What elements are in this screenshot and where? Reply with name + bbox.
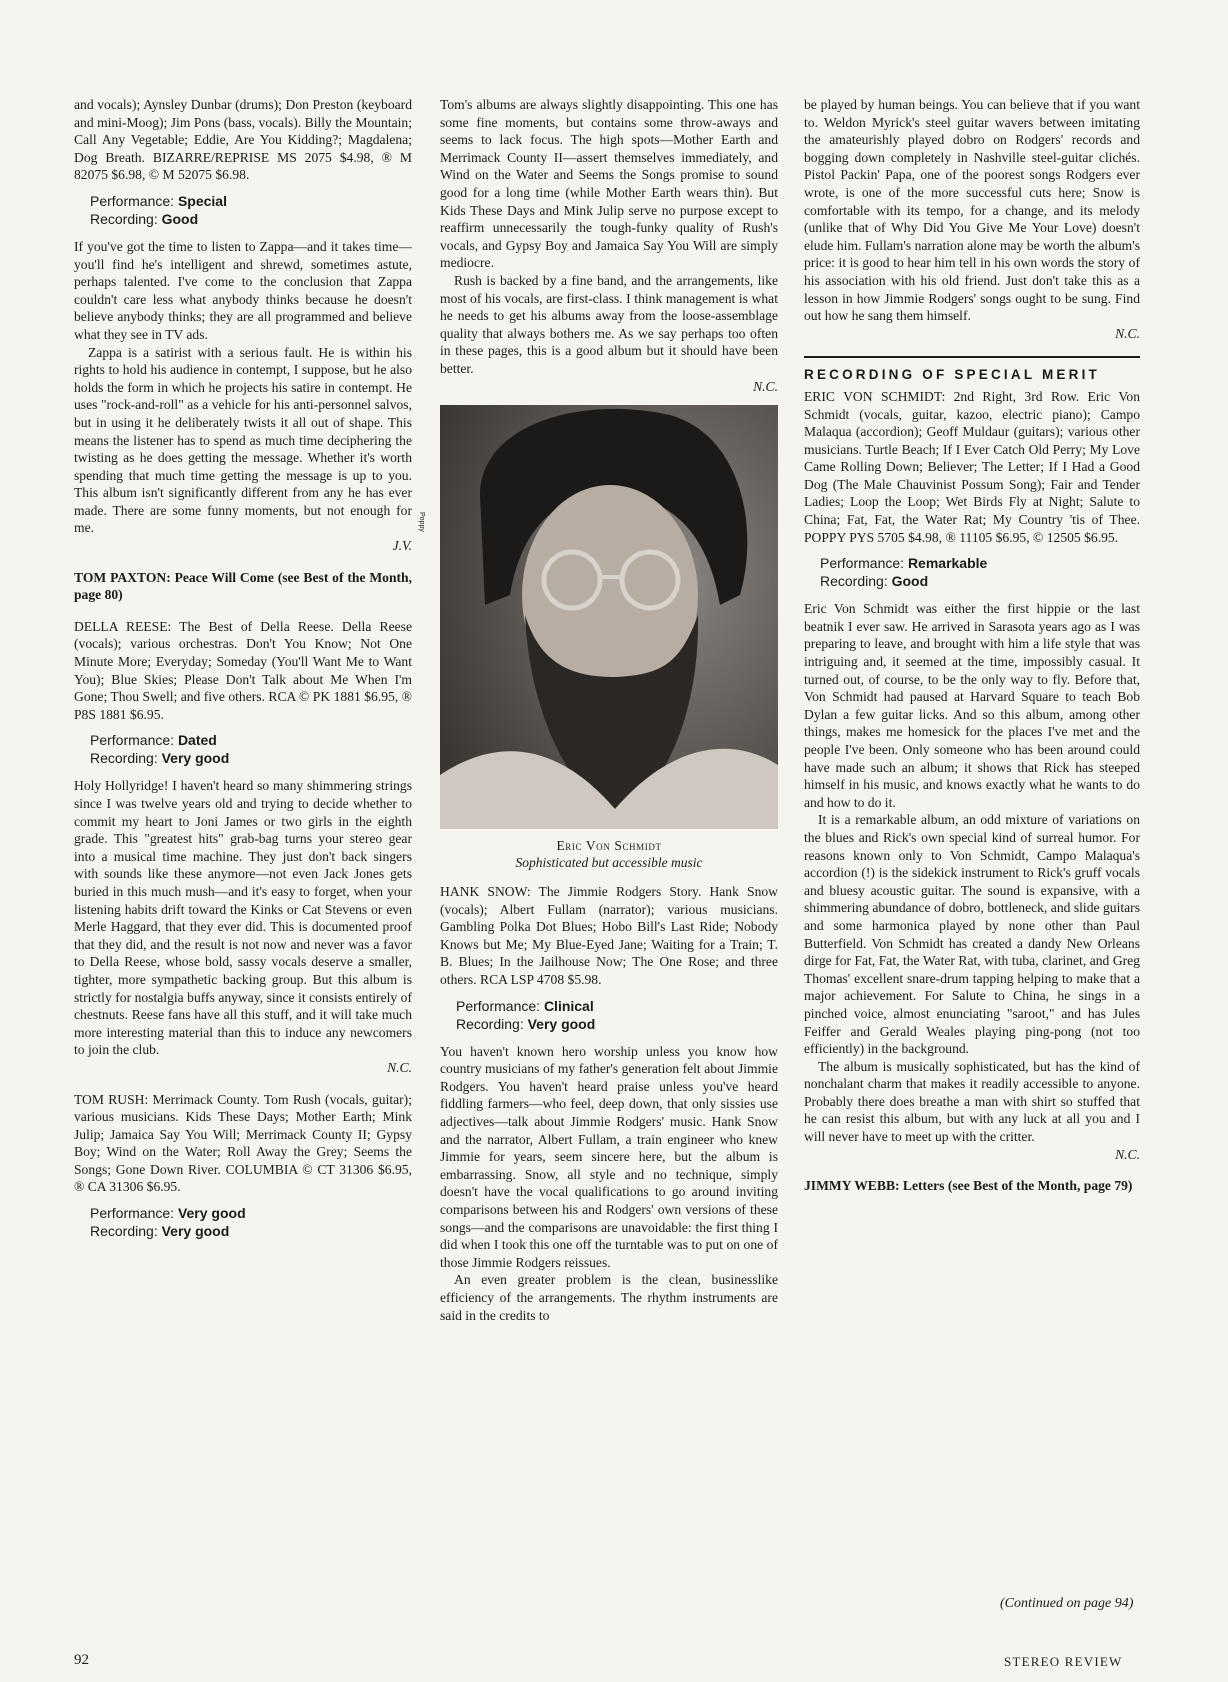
snow-review-p2: An even greater problem is the clean, businesslike efficiency of the arrangements. The rhythm instruments are said in the credits to — [440, 1272, 778, 1323]
reese-review-p1: Holy Hollyridge! I haven't heard so many shimmering strings since I was twelve years old and trying to decide whether to commit my heart to Joni James or two girls in the eighth grade. This "greatest hits" grab-bag turns your stereo gear into a musical time machine. They just don't back singers with sounds like these anymore—not even Jack Jones gets buried in this much mush—and it's easy to forget, when your listening habits drift toward the Kinks or Cat Stevens or even Merle Haggard, that they ever did. This is documented proof that they did, and the result is not now and never was a favor to Della Reese, whose bold, sassy vocals deserve a smaller, tighter, more sympathetic backing group. But this album is strictly for nostalgia buffs anyway, since it consists entirely of chestnuts. Reese fans have all this stuff, and it will take much more interesting material than this to induce any newcomers to join the club. — [74, 778, 412, 1058]
performance-value: Remarkable — [907, 555, 988, 572]
snow-credits: HANK SNOW: The Jimmie Rodgers Story. Hank Snow (vocals); Albert Fullam (narrator); various musicians. Gambling Polka Dot Blues; Hobo Bill's Last Ride; Nobody Knows but Me; My Blue-Eyed Jane; Waiting for a Train; T. B. Blues; In the Jailhouse Now; The One Rose; and three others. RCA LSP 4708 $5.98. — [440, 884, 778, 988]
column-3 — [804, 96, 1140, 1195]
artist-photo — [440, 405, 778, 829]
von-schmidt-credits: ERIC VON SCHMIDT: 2nd Right, 3rd Row. Eric Von Schmidt (vocals, guitar, kazoo, electric piano); Campo Malaqua (accordion); Geoff Muldaur (guitars); various other musicians. Turtle Beach; If I Ever Catch Old Perry; My Love Came Rolling Down; Believer; The Letter; If I Had a Good Dog (The Male Chauvinist Possum Song); Fair and Tender Ladies; Loop the Loop; Wet Birds Fly at Night; Salute to China; Fat, Fat, the Water Rat; My Country 'tis of Thee. POPPY PYS 5705 $4.98, ® 11105 $6.95, © 12505 $6.95. — [804, 388, 1140, 545]
photo-credit: Poppy — [418, 512, 425, 532]
rush-rating — [90, 1204, 412, 1240]
reviewer-initials: N.C. — [387, 1059, 412, 1075]
performance-value: Dated — [177, 732, 217, 749]
von-schmidt-review-p3: The album is musically sophisticated, but has the kind of nonchalant charm that makes it readily accessible to anyone. Probably there does breathe a man with shirt so stuffed that he can resist this album, but with any luck at all you and I will never have to meet up with the critter. — [804, 1058, 1140, 1145]
photo-caption — [440, 837, 778, 871]
performance-value: Clinical — [543, 997, 594, 1014]
page-number: 92 — [74, 1652, 89, 1668]
continued-note: (Continued on page 94) — [1000, 1596, 1134, 1611]
reviewer-initials: N.C. — [1115, 325, 1140, 341]
caption-subtitle: Sophisticated but accessible music — [515, 855, 703, 871]
von-schmidt-rating — [820, 554, 1140, 590]
column-2 — [440, 96, 778, 1324]
recording-value: Good — [891, 573, 929, 590]
performance-label: Performance: — [820, 555, 905, 572]
snow-review-p3: be played by human beings. You can believe that if you want to. Weldon Myrick's steel guitar wavers between imitating the amateurishly played dobro on Rodgers' records and bogging down completely in Nashville steel-guitar clichés. Pistol Packin' Papa, one of the poorest songs Rodgers ever wrote, is one of the more successful cuts here; Snow is comfortable with its tempo, for a change, and its melody (unlike that of Why Did You Give Me Your Love) doesn't elude him. Fullam's narration alone may be worth the album's price: it is good to hear him tell in his own words the story of his association with his old friend. Just don't take this as a lesson in how Jimmie Rodgers' songs ought to be sung. Find out how he sang them himself. — [804, 97, 1140, 324]
performance-label: Performance: — [90, 732, 175, 749]
zappa-credits: and vocals); Aynsley Dunbar (drums); Don Preston (keyboard and mini-Moog); Jim Pons (bass, vocals). Billy the Mountain; Call Any Vegetable; Eddie, Are You Kidding?; Magdalena; Dog Breath. BIZARRE/REPRISE MS 2075 $4.98, ® M 82075 $6.98, © M 52075 $6.98. — [74, 97, 412, 183]
performance-value: Special — [177, 192, 227, 209]
performance-label: Performance: — [90, 192, 175, 209]
snow-rating — [456, 997, 778, 1033]
caption-name: Eric Von Schmidt — [556, 838, 662, 854]
von-schmidt-review-p2: It is a remarkable album, an odd mixture of variations on the blues and Rick's own special kind of surreal humor. For reasons known only to Von Schmidt, Campo Malaqua's accordion (!) is the sidekick instrument to Rick's gruff vocals and bluesy acoustic guitar. The sound is expansive, with a shimmering abundance of dobro, bottleneck, and slide guitars and some harmonica played by none other than Paul Butterfield. Von Schmidt has created a dandy New Orleans dirge for Fat, Fat, the Water Rat, with tuba, clarinet, and Greg Thomas' excellent snare-drum tapping helping to make that a major achievement. For Salute to China, he sings in a pinched voice, almost enunciating "saroot," and has Jules Feiffer and Gerald Weales playing ping-pong (not too efficiently) in the background. — [804, 812, 1140, 1057]
recording-label: Recording: — [820, 573, 888, 590]
reese-credits: DELLA REESE: The Best of Della Reese. Della Reese (vocals); various orchestras. Don't You Know; Not One Minute More; Everyday; Someday (You'll Want Me to Want You); Blue Skies; Please Don't Talk about Me When I'm Gone; Thou Swell; and five others. RCA © PK 1881 $6.95, ® P8S 1881 $6.95. — [74, 618, 412, 722]
recording-value: Good — [161, 210, 199, 227]
recording-label: Recording: — [456, 1015, 524, 1032]
reese-rating — [90, 731, 412, 767]
reviewer-initials: N.C. — [1115, 1146, 1140, 1162]
webb-cross-reference: JIMMY WEBB: Letters (see Best of the Month, page 79) — [804, 1178, 1133, 1194]
portrait-image — [440, 405, 778, 829]
recording-label: Recording: — [90, 750, 158, 767]
performance-value: Very good — [177, 1205, 246, 1222]
rush-credits: TOM RUSH: Merrimack County. Tom Rush (vocals, guitar); various musicians. Kids These Days; Mother Earth; Mink Julip; Jamaica Say You Will; Merrimack County II; Gypsy Boy; Wind on the Water; Roll Away the Grey; Seems the Songs; Gone Down River. COLUMBIA © CT 31306 $6.95, ® CA 31306 $6.95. — [74, 1091, 412, 1195]
reviewer-initials: N.C. — [753, 378, 778, 394]
zappa-review-p1: If you've got the time to listen to Zappa—and it takes time—you'll find he's intelligent and shrewd, sometimes astute, perhaps talented. I've come to the conclusion that Zappa couldn't care less what anybody thinks because he doesn't believe anybody thinks; they are all programmed and believe what they see in TV ads. — [74, 238, 412, 342]
performance-label: Performance: — [90, 1205, 175, 1222]
zappa-review-p2: Zappa is a satirist with a serious fault. He is within his rights to hold his audience in contempt, I suppose, but he also holds the form in which he projects his satire in contempt. He uses "rock-and-roll" as a vehicle for his anti-personnel salvos, but in using it he deliberately twists it all out of shape. This means the listener has to spend as much time deciphering the twisting as he does getting the message. Whether it's worth spending that much time getting the message is up to you. This album isn't significantly different from any he has ever made. There are some funny moments, but not enough for me. — [74, 344, 412, 536]
section-divider — [804, 356, 1140, 358]
performance-label: Performance: — [456, 997, 541, 1014]
special-merit-heading: RECORDING OF SPECIAL MERIT — [804, 367, 1100, 383]
recording-value: Very good — [161, 750, 230, 767]
von-schmidt-review-p1: Eric Von Schmidt was either the first hippie or the last beatnik I ever saw. He arrived in Sarasota years ago as I was preparing to leave, and brought with him a life style that was intriguing and, it seemed at the time, impossibly casual. It turned out, of course, to be the only way to fly. Before that, Von Schmidt had paused at Harvard Square to teach Bob Dylan a few guitar licks. And so this album, among other things, makes me homesick for the places I've met and the people I've been. Only someone who has been around could have made such an album; it shows that Rick has steeped himself in his music, and knows exactly what he wants to do and how to do it. — [804, 601, 1140, 810]
magazine-name: STEREO REVIEW — [1004, 1654, 1123, 1669]
column-1 — [74, 96, 412, 1250]
recording-label: Recording: — [90, 210, 158, 227]
recording-label: Recording: — [90, 1223, 158, 1240]
rush-review-p2: Rush is backed by a fine band, and the arrangements, like most of his vocals, are first-class. I think management is what he needs to get his albums away from the loose-assemblage quality that always bothers me. As we say perhaps too often in these pages, this is a good album but it should have been better. — [440, 272, 778, 376]
recording-value: Very good — [527, 1015, 596, 1032]
paxton-cross-reference: TOM PAXTON: Peace Will Come (see Best of the Month, page 80) — [74, 569, 412, 603]
reviewer-initials: J.V. — [392, 538, 412, 554]
zappa-rating — [90, 192, 412, 228]
snow-review-p1: You haven't known hero worship unless you know how country musicians of my father's generation felt about Jimmie Rodgers. You haven't heard praise unless you've heard fiddling farmers—who feel, deep down, that only sissies use adjectives—talk about Jimmie Rodgers' music. Hank Snow and the narrator, Albert Fullam, a train engineer who knew Jimmie for years, seem sincere here, but the album is embarrassing. Snow, all style and no technique, simply doesn't have the vocal qualifications to go around inviting comparisons between his and Rodgers' own versions of these songs—and the comparisons are unavoidable: the first thing I did when I took this one off the turntable was to put on one of those Jimmie Rodgers reissues. — [440, 1043, 778, 1270]
rush-review-p1: Tom's albums are always slightly disappointing. This one has some fine moments, but contains some throw-aways and seems to lack focus. The high spots—Mother Earth and Merrimack County II—assert themselves immediately, and Wind on the Water and Seems the Songs promise to sound good for a long time (while Mother Earth wears thin). But Kids These Days and Mink Julip serve no purpose except to reaffirm unnecessarily the tough-funky quality of Rush's vocals, and Gypsy Boy and Jamaica Say You Will are simply mediocre. — [440, 97, 778, 271]
recording-value: Very good — [161, 1223, 230, 1240]
